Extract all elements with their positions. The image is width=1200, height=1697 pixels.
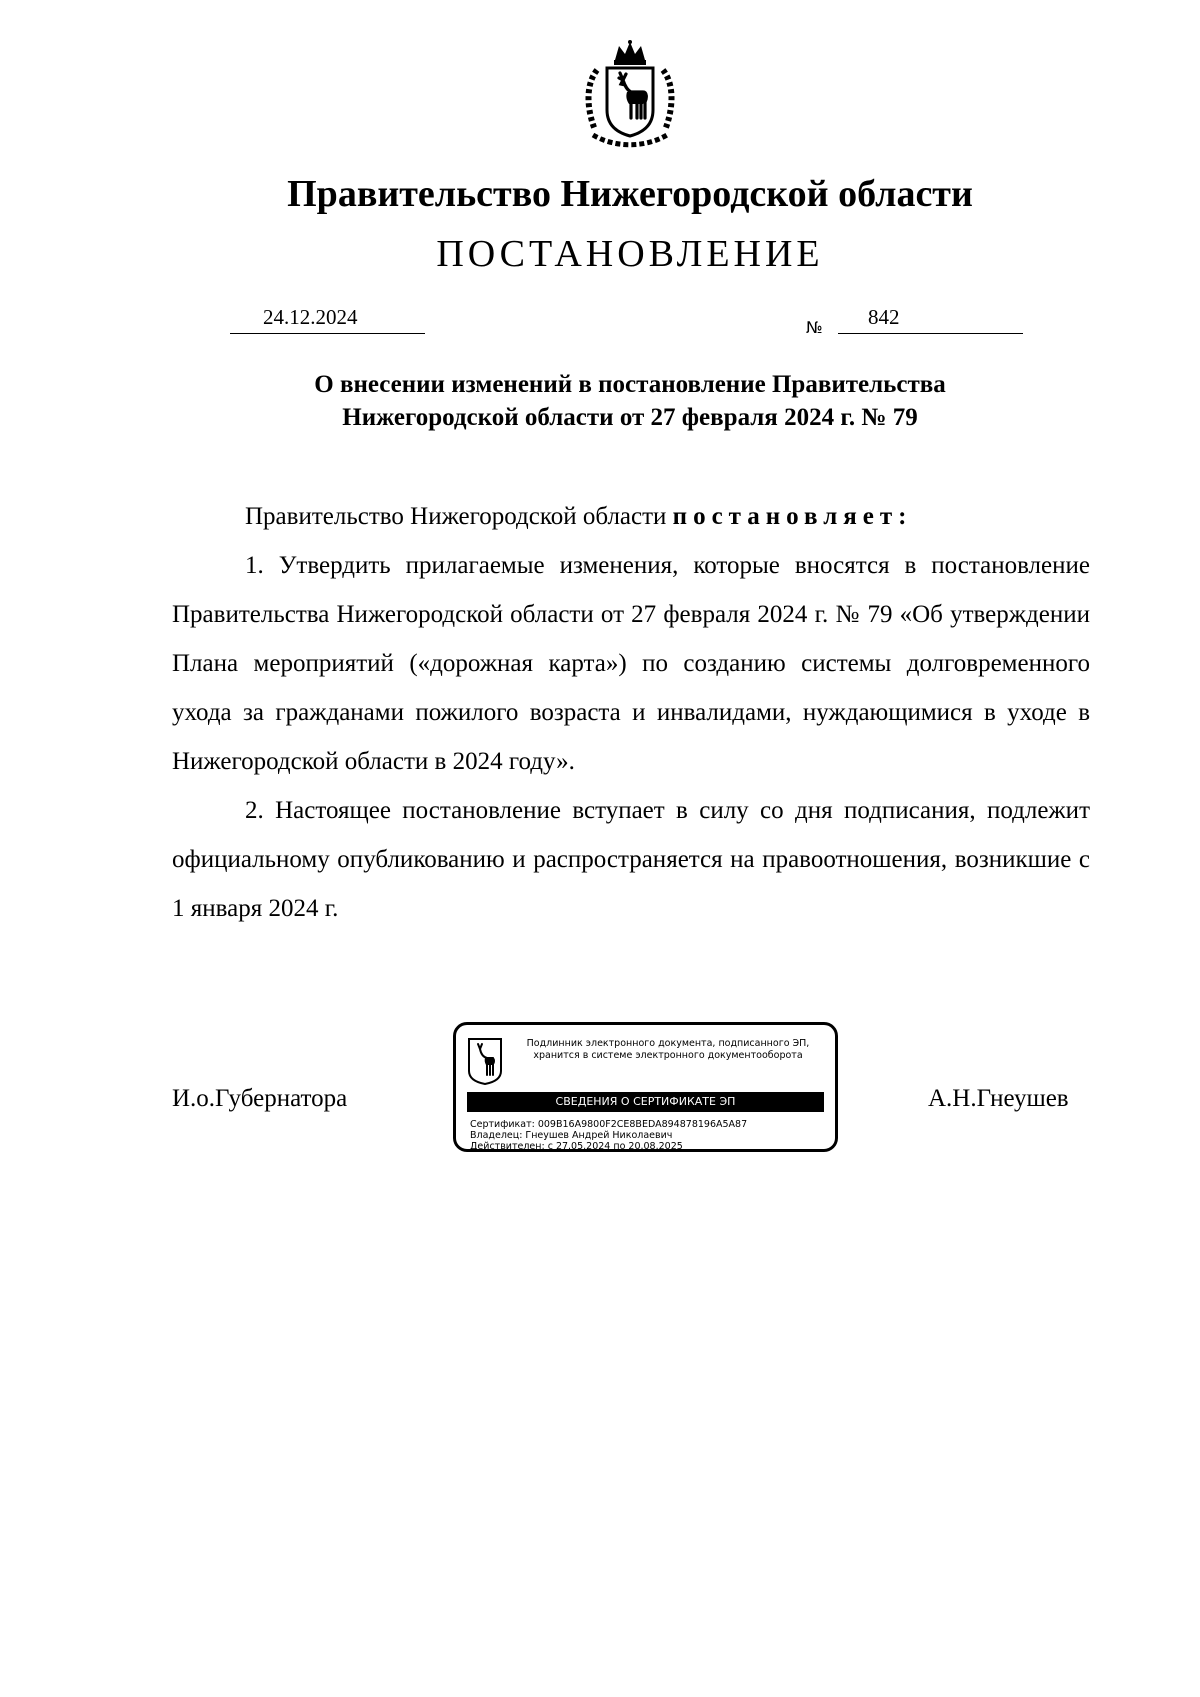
certificate-info-heading: СВЕДЕНИЯ О СЕРТИФИКАТЕ ЭП (467, 1092, 824, 1112)
paragraph-1: 1. Утвердить прилагаемые изменения, которые вносятся в постановление Правительства Нижегородской области от 27 февраля 2024 г. № 79 «Об утверждении Плана мероприятий («дорожная карта») по созданию системы долговременного ухода за гражданами пожилого возраста и инвалидами, нуждающимися в уходе в Нижегородской области в 2024 году». (172, 552, 1090, 775)
number-sign: № (806, 318, 823, 337)
preamble (172, 492, 1090, 541)
document-number: 842 (868, 305, 900, 329)
stamp-note-line-2: хранится в системе электронного документооборота (533, 1050, 803, 1061)
certificate-owner: Владелец: Гнеушев Андрей Николаевич (470, 1130, 673, 1141)
deer-emblem-icon (467, 1037, 503, 1085)
document-date: 24.12.2024 (263, 305, 358, 329)
stamp-note (506, 1038, 830, 1062)
subject-line-1: О внесении изменений в постановление Правительства (314, 371, 946, 398)
document-subject (0, 368, 1200, 434)
certificate-validity: Действителен: с 27.05.2024 по 20.08.2025 (470, 1141, 683, 1152)
document-date-field (230, 305, 425, 334)
certificate-details (470, 1119, 747, 1152)
electronic-signature-stamp (453, 1022, 838, 1152)
government-title: Правительство Нижегородской области (287, 173, 973, 215)
subject-line-2: Нижегородской области от 27 февраля 2024 г. № 79 (342, 404, 918, 431)
coat-of-arms-icon (575, 40, 685, 150)
preamble-verb: постановляет: (672, 503, 913, 530)
paragraph-2: 2. Настоящее постановление вступает в силу со дня подписания, подлежит официальному опубликованию и распространяется на правоотношения, возникшие с 1 января 2024 г. (172, 797, 1090, 922)
document-type: ПОСТАНОВЛЕНИЕ (436, 233, 824, 275)
document-number-field (838, 305, 1023, 334)
document-body (172, 492, 1090, 933)
signer-position: И.о.Губернатора (172, 1085, 348, 1112)
preamble-text: Правительство Нижегородской области (245, 503, 673, 530)
certificate-id: Сертификат: 009B16A9800F2CE8BEDA894878196A5A87 (470, 1119, 748, 1130)
signer-name: А.Н.Гнеушев (928, 1085, 1069, 1112)
stamp-note-line-1: Подлинник электронного документа, подписанного ЭП, (526, 1038, 810, 1049)
